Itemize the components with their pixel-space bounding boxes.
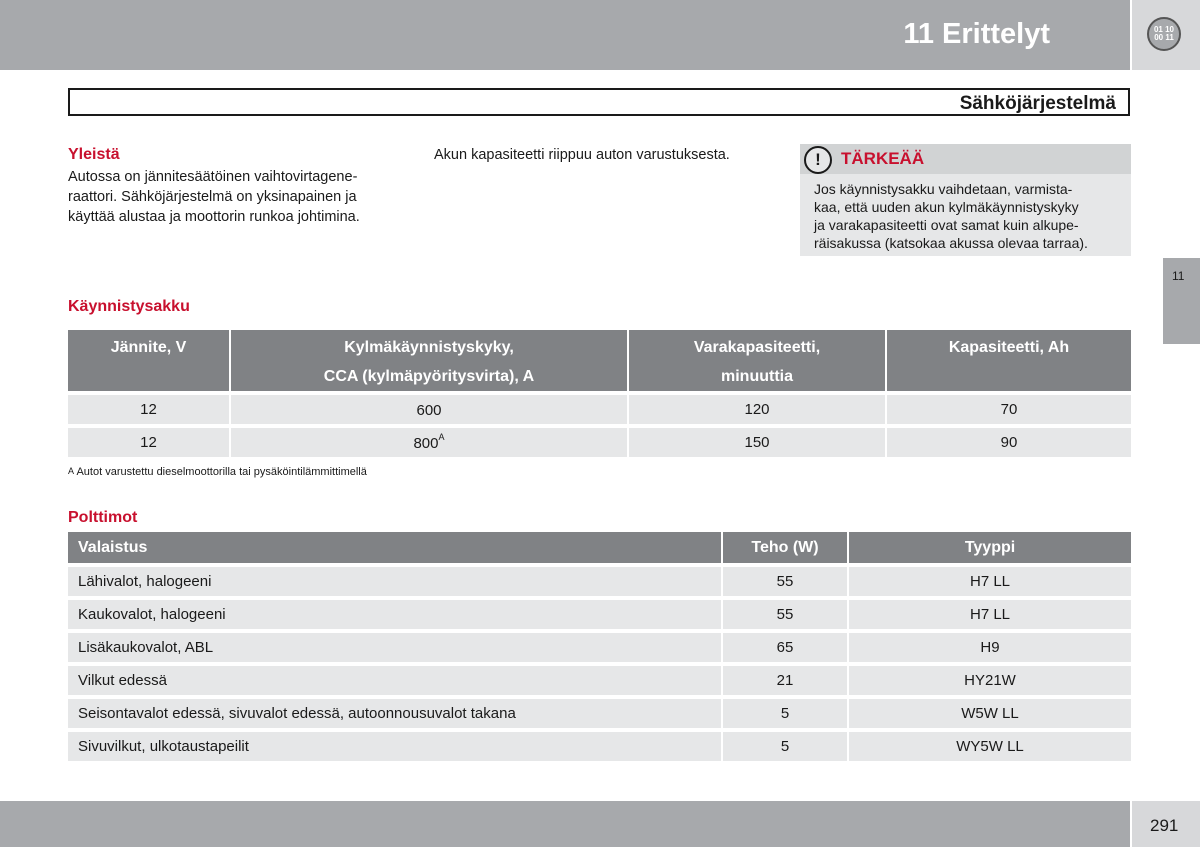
type-cell: WY5W LL — [848, 730, 1131, 761]
chapter-info-icon — [1147, 17, 1181, 51]
header-bar — [0, 0, 1130, 70]
footer-bar — [0, 801, 1130, 847]
section-title: Sähköjärjestelmä — [959, 93, 1116, 114]
bulbs-heading: Polttimot — [68, 509, 138, 526]
power-cell: 55 — [722, 565, 848, 598]
cca-value: 800 — [413, 434, 439, 452]
lighting-cell: Kaukovalot, halogeeni — [68, 598, 722, 631]
battery-col-voltage — [68, 330, 230, 393]
warning-text-line: kaa, että uuden akun kylmäkäynnistyskyky — [814, 199, 1079, 215]
bulbs-col-power: Teho (W) — [722, 532, 848, 565]
battery-footnote — [68, 466, 367, 478]
cca-footnote-marker: A — [438, 431, 445, 442]
general-text-line: raattori. Sähköjärjestelmä on yksinapainen ja — [68, 189, 357, 205]
type-cell: HY21W — [848, 664, 1131, 697]
reserve-cell: 120 — [628, 393, 886, 426]
battery-header-row — [68, 330, 1131, 393]
header-line: Jännite, V — [110, 339, 187, 356]
type-cell: H7 LL — [848, 598, 1131, 631]
general-heading: Yleistä — [68, 146, 120, 163]
voltage-cell: 12 — [68, 426, 230, 457]
battery-col-reserve — [628, 330, 886, 393]
table-row — [68, 426, 1131, 457]
header-corner — [1132, 0, 1200, 70]
power-cell: 55 — [722, 598, 848, 631]
lighting-cell: Vilkut edessä — [68, 664, 722, 697]
warning-text-line: räisakussa (katsokaa akussa olevaa tarraa). — [814, 235, 1088, 251]
lighting-cell: Lisäkaukovalot, ABL — [68, 631, 722, 664]
cca-value: 600 — [416, 401, 442, 419]
side-tab-label: 11 — [1172, 269, 1185, 283]
general-text — [68, 167, 413, 227]
battery-col-capacity — [886, 330, 1131, 393]
warning-text — [814, 180, 1124, 252]
power-cell: 21 — [722, 664, 848, 697]
footnote-marker: A — [68, 466, 75, 476]
header-line: minuuttia — [721, 368, 793, 385]
page-number: 291 — [1150, 816, 1179, 835]
table-row — [68, 565, 1131, 598]
chapter-icon-top-text: 01 10 — [1153, 25, 1175, 34]
chapter-icon-bottom-text: 00 11 — [1154, 33, 1174, 42]
battery-table — [68, 330, 1131, 457]
type-cell: W5W LL — [848, 697, 1131, 730]
section-title-box — [68, 88, 1130, 116]
table-row — [68, 697, 1131, 730]
general-text-line: Autossa on jännitesäätöinen vaihtovirtagene- — [68, 169, 358, 185]
capacity-cell: 90 — [886, 426, 1131, 457]
power-cell: 5 — [722, 697, 848, 730]
table-row — [68, 664, 1131, 697]
table-row — [68, 393, 1131, 426]
bulbs-col-type: Tyyppi — [848, 532, 1131, 565]
table-row — [68, 598, 1131, 631]
type-cell: H7 LL — [848, 565, 1131, 598]
lighting-cell: Sivuvilkut, ulkotaustapeilit — [68, 730, 722, 761]
bulbs-col-lighting: Valaistus — [68, 532, 722, 565]
capacity-note: Akun kapasiteetti riippuu auton varustuksesta. — [434, 147, 730, 163]
header-line: CCA (kylmäpyöritysvirta), A — [323, 368, 535, 385]
cca-cell — [230, 426, 628, 457]
battery-col-cca — [230, 330, 628, 393]
warning-text-line: Jos käynnistysakku vaihdetaan, varmista- — [814, 181, 1073, 197]
capacity-cell: 70 — [886, 393, 1131, 426]
warning-title: TÄRKEÄÄ — [841, 149, 925, 168]
lighting-cell: Lähivalot, halogeeni — [68, 565, 722, 598]
exclamation-icon: ! — [804, 146, 832, 174]
lighting-cell: Seisontavalot edessä, sivuvalot edessä, autoonnousuvalot takana — [68, 697, 722, 730]
header-line: Varakapasiteetti, — [693, 339, 821, 356]
chapter-side-tab — [1163, 258, 1200, 344]
reserve-cell: 150 — [628, 426, 886, 457]
general-text-line: käyttää alustaa ja moottorin runkoa johtimina. — [68, 209, 360, 225]
header-line: Kylmäkäynnistyskyky, — [344, 339, 514, 356]
header-line: Kapasiteetti, Ah — [948, 339, 1070, 356]
warning-header — [800, 144, 1131, 174]
voltage-cell: 12 — [68, 393, 230, 426]
warning-text-line: ja varakapasiteetti ovat samat kuin alkupe- — [814, 217, 1079, 233]
footnote-text: Autot varustettu dieselmoottorilla tai pysäköintilämmittimellä — [76, 466, 367, 478]
power-cell: 5 — [722, 730, 848, 761]
cca-cell — [230, 393, 628, 426]
type-cell: H9 — [848, 631, 1131, 664]
table-row — [68, 730, 1131, 761]
warning-box — [800, 144, 1131, 256]
battery-heading: Käynnistysakku — [68, 298, 190, 315]
power-cell: 65 — [722, 631, 848, 664]
chapter-title: 11 Erittelyt — [903, 18, 1050, 50]
bulbs-table — [68, 532, 1131, 761]
table-row — [68, 631, 1131, 664]
bulbs-header-row — [68, 532, 1131, 565]
